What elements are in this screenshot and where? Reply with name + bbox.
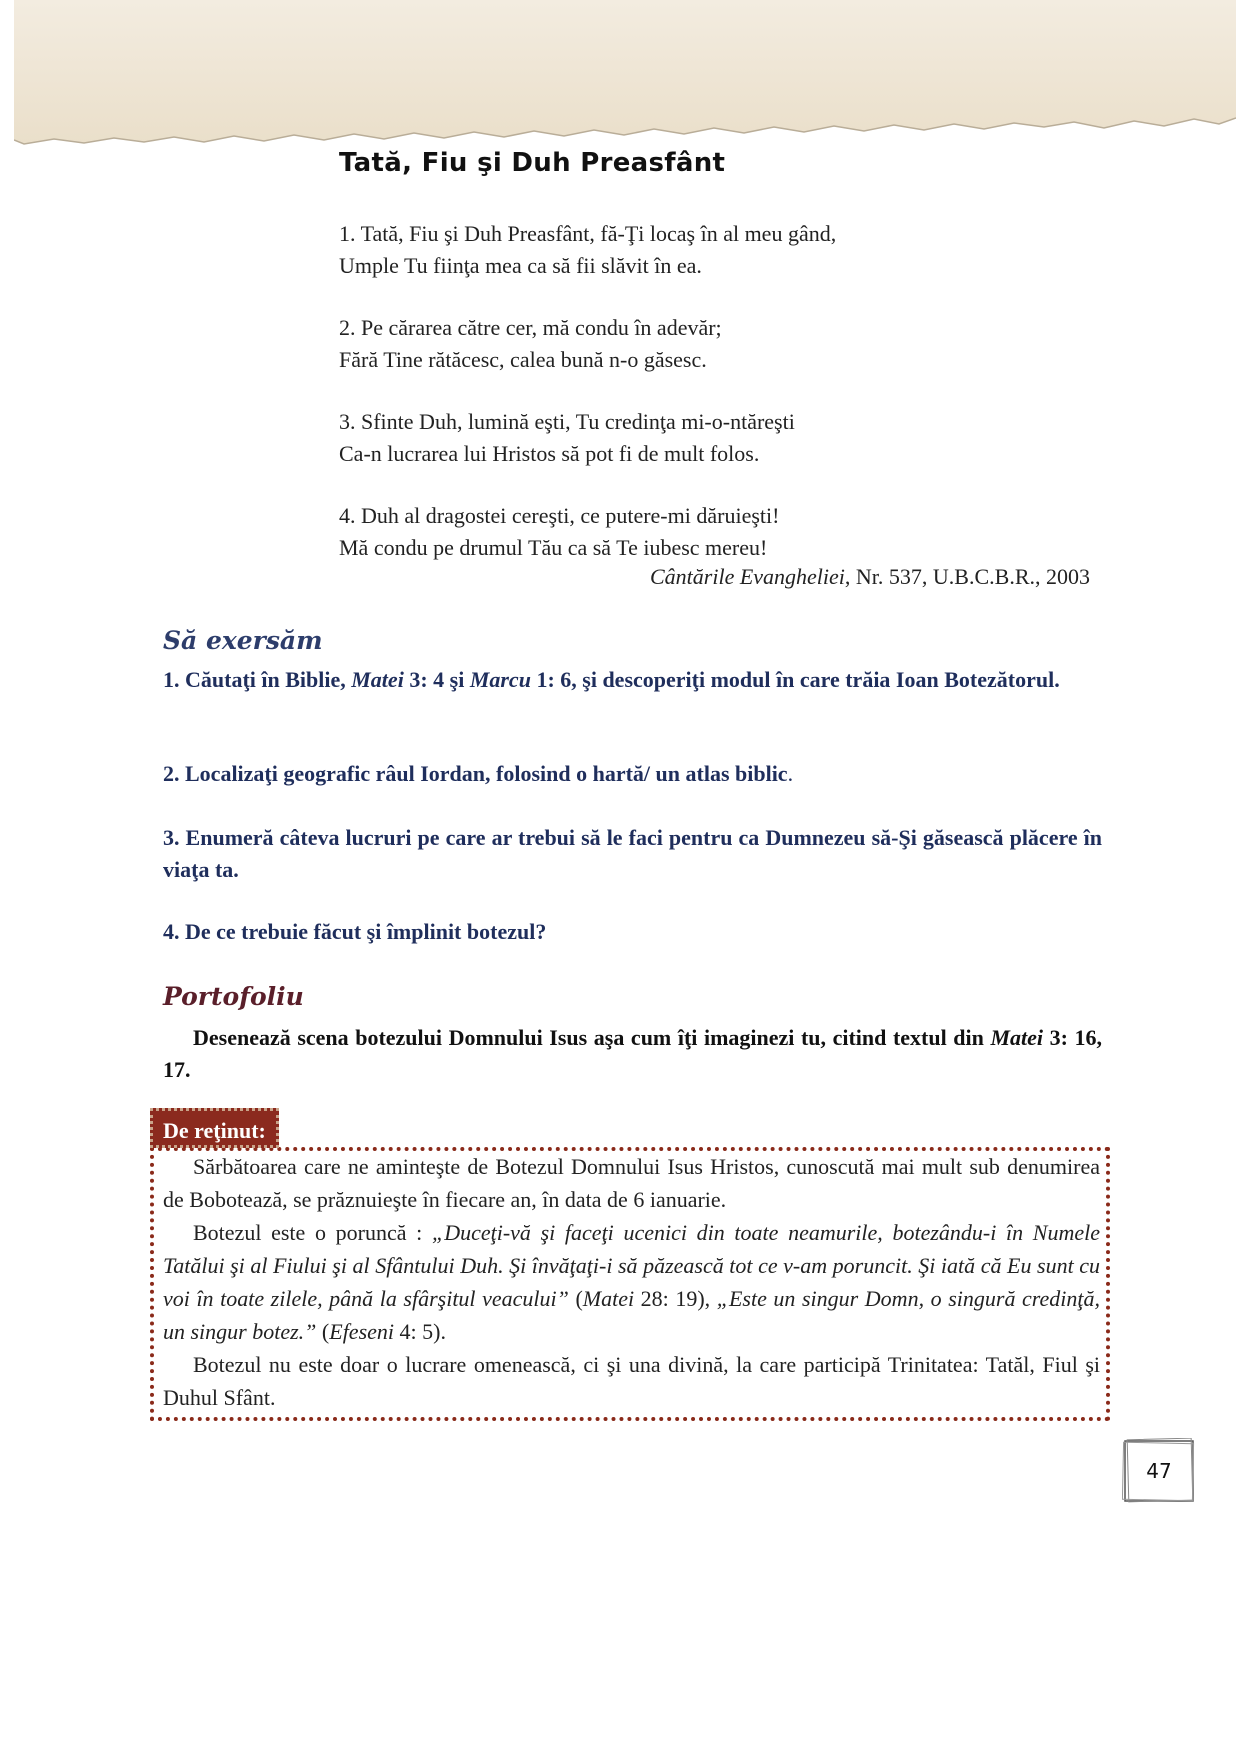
book-reference: Efeseni [329,1319,395,1344]
page-number: 47 [1146,1459,1172,1483]
book-reference: Matei [351,667,404,692]
note-label: De reţinut: [150,1108,279,1148]
song-title: Tată, Fiu şi Duh Preasfânt [339,148,726,178]
exercise-item-2: 2. Localizaţi geografic râul Iordan, folosind o hartă/ un atlas biblic. [163,761,794,786]
book-reference: Marcu [469,667,531,692]
book-reference: Matei [990,1025,1044,1050]
note-paragraph: Botezul nu este doar o lucrare omenească, ci şi una divină, la care participă Trinitatea: Tatăl, Fiul şi Duhul Sfânt. [163,1352,1100,1410]
exercise-item-1: 1. Căutaţi în Biblie, Matei 3: 4 şi Marcu 1: 6, şi descoperiţi modul în care trăia Ioan Botezătorul. [163,667,1060,692]
stanza-2 [339,312,722,376]
stanza-4 [339,500,779,564]
note-text [163,1150,1100,1414]
stanza-line: Fără Tine rătăcesc, calea bună n-o găsesc. [339,347,707,372]
stanza-line: Ca-n lucrarea lui Hristos să pot fi de mult folos. [339,441,760,466]
stanza-1 [339,218,836,282]
citation-details: , Nr. 537, U.B.C.B.R., 2003 [844,564,1090,589]
stanza-line: 4. Duh al dragostei cereşti, ce putere-mi dăruieşti! [339,503,780,528]
stanza-line: 1. Tată, Fiu şi Duh Preasfânt, fă-Ţi locaş în al meu gând, [339,221,837,246]
scripture-quote: „Duceţi-vă şi faceţi ucenici din toate neamurile, botezându-i în Numele Tatălui şi al Fiului şi al Sfântului Duh. Şi învăţaţi-i să păzească tot ce v-am poruncit. Şi iată că Eu sunt cu voi în toate zilele, până la sfârşitul veacului” [163,1220,1100,1311]
stanza-line: 2. Pe cărarea către cer, mă condu în adevăr; [339,315,722,340]
song-citation [339,564,1090,590]
note-paragraph: Sărbătoarea care ne aminteşte de Botezul Domnului Isus Hristos, cunoscută mai mult sub denumirea de Bobotează, se prăznuieşte în fiecare an, în data de 6 ianuarie. [163,1154,1100,1212]
stanza-3 [339,406,795,470]
portfolio-heading: Portofoliu [163,982,304,1011]
note-paragraph: Botezul este o poruncă : „Duceţi-vă şi faceţi ucenici din toate neamurile, botezându-i în Numele Tatălui şi al Fiului şi al Sfântului Duh. Şi învăţaţi-i să păzească tot ce v-am poruncit. Şi iată că Eu sunt cu voi în toate zilele, până la sfârşitul veacului” (Matei 28: 19), „Este un singur Domn, o singură credinţă, un singur botez.” (Efeseni 4: 5). [163,1220,1101,1344]
citation-source: Cântările Evangheliei [650,564,845,589]
exercises-heading: Să exersăm [163,626,323,655]
exercise-item-4: 4. De ce trebuie făcut şi împlinit botezul? [163,919,547,944]
exercise-item-3: 3. Enumeră câteva lucruri pe care ar trebui să le faci pentru ca Dumnezeu să-Şi găsească plăcere în viaţa ta. [163,825,1102,882]
stanza-line: 3. Sfinte Duh, lumină eşti, Tu credinţa mi-o-ntăreşti [339,409,795,434]
scripture-quote: „Este un singur Domn, o singură credinţă, un singur botez.” [163,1286,1101,1344]
stanza-line: Mă condu pe drumul Tău ca să Te iubesc mereu! [339,535,768,560]
torn-paper-banner [14,0,1236,148]
stanza-line: Umple Tu fiinţa mea ca să fii slăvit în ea. [339,253,702,278]
book-reference: Matei [582,1286,635,1311]
portfolio-task: Desenează scena botezului Domnului Isus aşa cum îţi imaginezi tu, citind textul din Matei 3: 16, 17. [163,1025,1103,1082]
